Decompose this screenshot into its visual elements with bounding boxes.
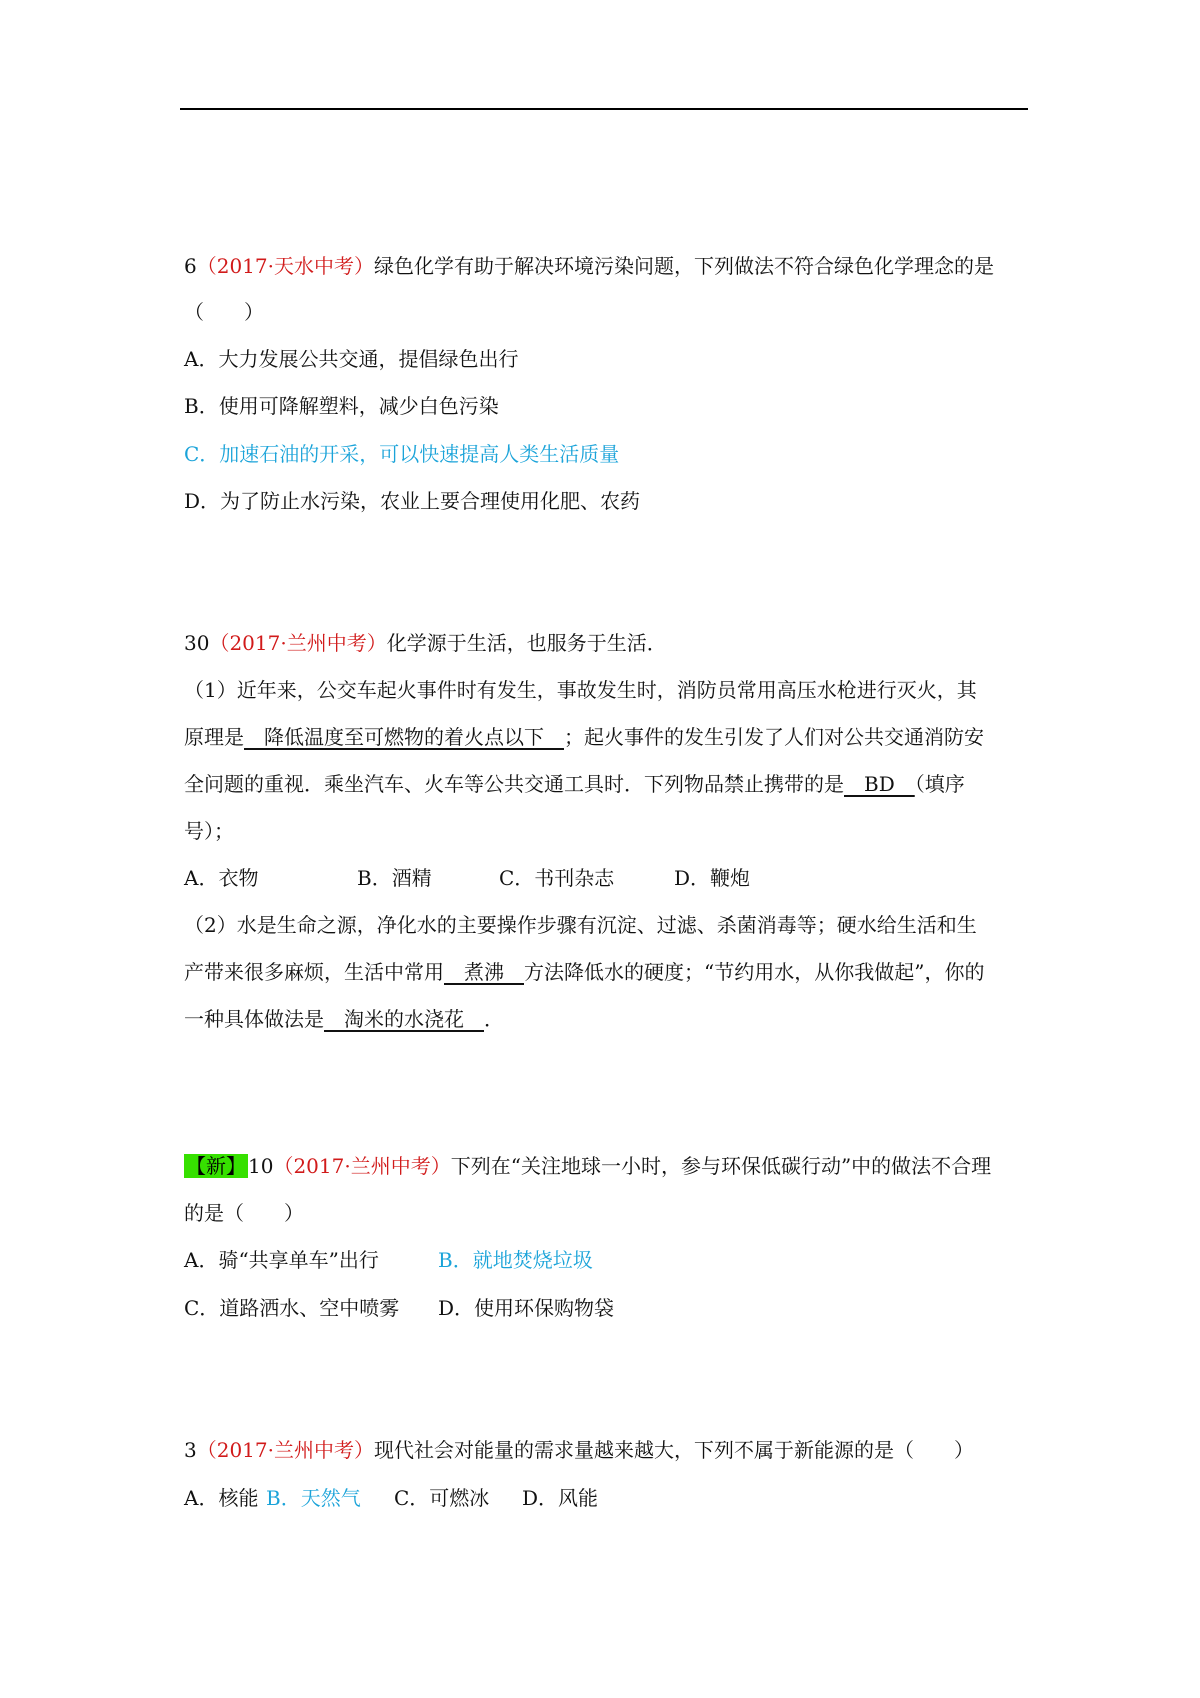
q6-source: （2017·天水中考）	[196, 254, 374, 278]
q10-option-d: D．使用环保购物袋	[438, 1296, 615, 1320]
q3-stem: 现代社会对能量的需求量越来越大，下列不属于新能源的是（ ）	[374, 1438, 974, 1462]
q10-option-b-answer: B．就地焚烧垃圾	[438, 1248, 593, 1272]
q3-options-row	[184, 1483, 598, 1513]
q3-option-c: C．可燃冰	[394, 1486, 490, 1510]
q30-option-a: A．衣物	[184, 866, 259, 890]
q30-p1-line4: 号）；	[184, 819, 234, 843]
q10-source: （2017·兰州中考）	[273, 1154, 451, 1178]
q30-p1-line3	[184, 769, 965, 799]
q30-options-row	[184, 863, 750, 893]
q30-stem: 化学源于生活，也服务于生活．	[386, 631, 667, 655]
q6-stem: 绿色化学有助于解决环境污染问题，下列做法不符合绿色化学理念的是	[374, 254, 994, 278]
q3-number: 3	[184, 1438, 197, 1462]
q10-stem: 下列在“关注地球一小时，参与环保低碳行动”中的做法不合理	[450, 1154, 992, 1178]
q6-option-a: A．大力发展公共交通，提倡绿色出行	[184, 347, 519, 371]
q30-p1-line2-post: ；起火事件的发生引发了人们对公共交通消防安	[564, 725, 984, 749]
q30-option-d: D．鞭炮	[674, 866, 751, 890]
q30-p2-line2	[184, 957, 984, 987]
q3-option-a: A．核能	[184, 1486, 259, 1510]
q30-p2-line3-post: ．	[484, 1007, 504, 1031]
q30-p2-line3-pre: 一种具体做法是	[184, 1007, 324, 1031]
q30-p2-line2-pre: 产带来很多麻烦，生活中常用	[184, 960, 444, 984]
q10-stem-line2: 的是（ ）	[184, 1201, 304, 1225]
q10-options-row1	[184, 1245, 593, 1275]
q3-stem-line	[184, 1435, 974, 1465]
q30-stem-line	[184, 628, 667, 658]
q30-option-b: B．酒精	[357, 866, 432, 890]
q3-option-b-answer: B．天然气	[266, 1486, 361, 1510]
q30-answer-2: BD	[844, 772, 915, 796]
q30-p2-line1: （2）水是生命之源，净化水的主要操作步骤有沉淀、过滤、杀菌消毒等；硬水给生活和生	[184, 913, 977, 937]
q6-option-c-answer: C．加速石油的开采，可以快速提高人类生活质量	[184, 442, 620, 466]
q30-source: （2017·兰州中考）	[209, 631, 387, 655]
q30-answer-4: 淘米的水浇花	[324, 1007, 484, 1031]
q30-answer-1: 降低温度至可燃物的着火点以下	[244, 725, 564, 749]
q6-option-d: D．为了防止水污染，农业上要合理使用化肥、农药	[184, 489, 641, 513]
q30-p1-line2	[184, 722, 984, 752]
q30-p2-line2-post: 方法降低水的硬度；“节约用水，从你我做起”，你的	[524, 960, 985, 984]
q6-paren: （ ）	[184, 300, 264, 324]
header-rule	[180, 108, 1028, 110]
q30-answer-3: 煮沸	[444, 960, 524, 984]
q10-option-c: C．道路洒水、空中喷雾	[184, 1296, 400, 1320]
new-tag-badge: 【新】	[186, 1154, 246, 1178]
q10-option-a: A．骑“共享单车”出行	[184, 1248, 379, 1272]
q30-p1-line1: （1）近年来，公交车起火事件时有发生，事故发生时，消防员常用高压水枪进行灭火，其	[184, 678, 977, 702]
q10-options-row2	[184, 1293, 614, 1323]
q30-p1-line2-pre: 原理是	[184, 725, 244, 749]
q3-source: （2017·兰州中考）	[196, 1438, 374, 1462]
q6-number: 6	[184, 254, 197, 278]
q6-option-b: B．使用可降解塑料，减少白色污染	[184, 394, 499, 418]
q30-number: 30	[184, 631, 210, 655]
q30-p1-line3-post: （填序	[914, 772, 965, 796]
q6-stem-line	[184, 251, 994, 281]
q30-p1-line3-pre: 全问题的重视．乘坐汽车、火车等公共交通工具时．下列物品禁止携带的是	[184, 772, 844, 796]
q10-number: 10	[248, 1154, 274, 1178]
q10-stem-line	[184, 1151, 991, 1181]
q30-option-c: C．书刊杂志	[499, 866, 615, 890]
q3-option-d: D．风能	[522, 1486, 599, 1510]
q30-p2-line3	[184, 1004, 504, 1034]
